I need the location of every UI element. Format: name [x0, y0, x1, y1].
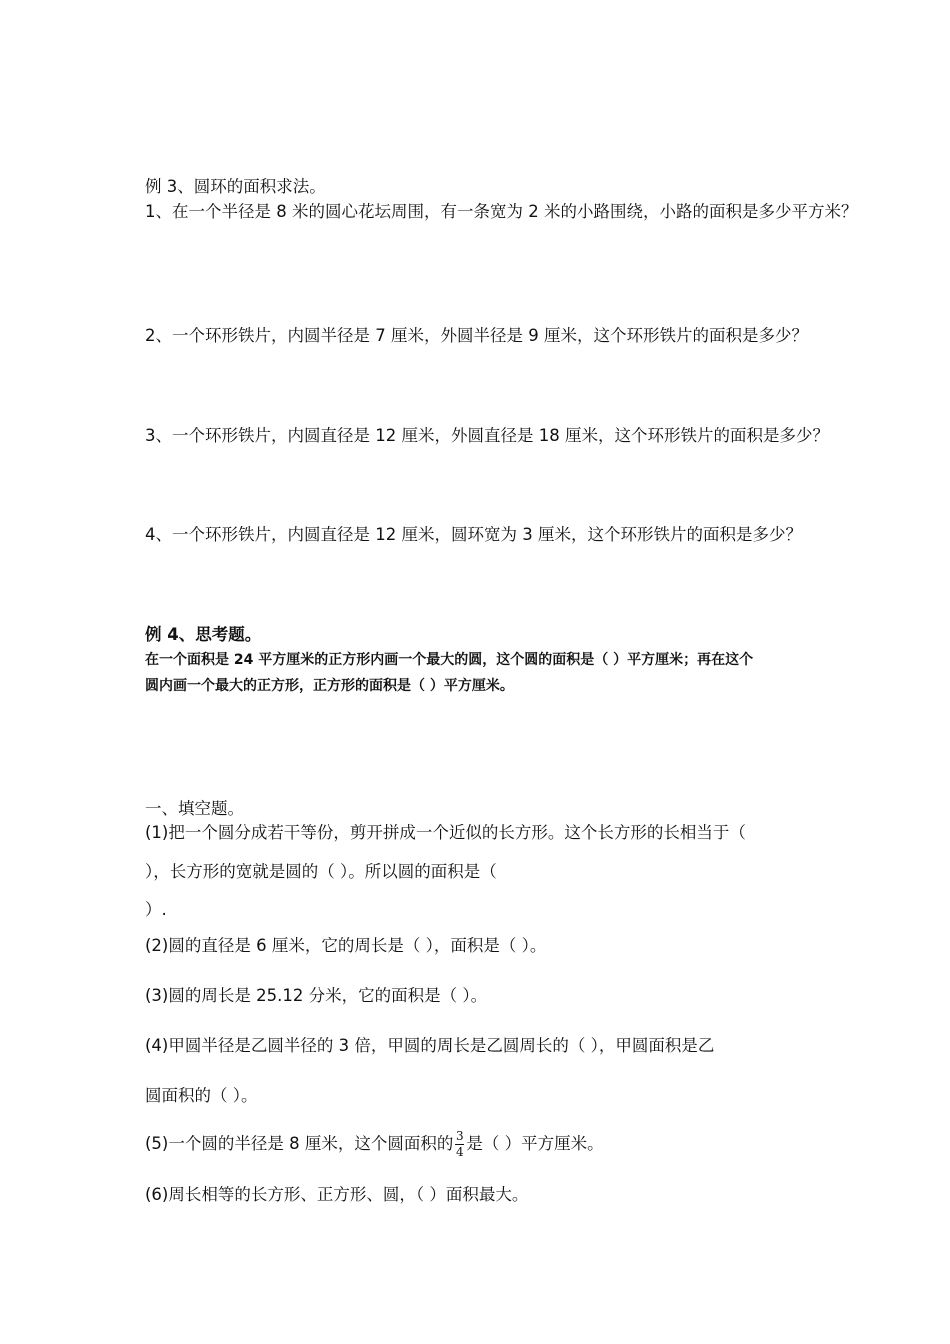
fill-p1-line-2: ），长方形的宽就是圆的（ ）。所以圆的面积是（ [145, 862, 497, 881]
ex4-line-1: 在一个面积是 24 平方厘米的正方形内画一个最大的圆，这个圆的面积是（ ）平方厘米；再在这个 [145, 652, 754, 668]
fill-p5-pre: (5)一个圆的半径是 8 厘米，这个圆面积的 [145, 1134, 454, 1153]
ex3-question-2: 2、一个环形铁片，内圆半径是 7 厘米，外圆半径是 9 厘米，这个环形铁片的面积是多少？ [145, 326, 808, 345]
fill-title: 一、填空题。 [145, 799, 244, 818]
ex4-title: 例 4、思考题。 [145, 625, 262, 644]
ex3-question-4: 4、一个环形铁片，内圆直径是 12 厘米，圆环宽为 3 厘米，这个环形铁片的面积是多少？ [145, 525, 802, 544]
fill-p1-line-3: ）. [145, 900, 167, 919]
ex3-title: 例 3、圆环的面积求法。 [145, 177, 326, 196]
ex3-question-3: 3、一个环形铁片，内圆直径是 12 厘米，外圆直径是 18 厘米，这个环形铁片的面积是多少？ [145, 426, 829, 445]
fill-p4-line-1: (4)甲圆半径是乙圆半径的 3 倍，甲圆的周长是乙圆周长的（ ），甲圆面积是乙 [145, 1036, 715, 1055]
fill-p6: (6)周长相等的长方形、正方形、圆，（ ）面积最大。 [145, 1185, 529, 1204]
fill-p1-line-1: (1)把一个圆分成若干等份，剪开拼成一个近似的长方形。这个长方形的长相当于（ [145, 823, 746, 842]
fill-p3: (3)圆的周长是 25.12 分米，它的面积是（ ）。 [145, 986, 488, 1005]
fraction-denominator: 4 [456, 1145, 464, 1159]
fraction [455, 1130, 464, 1159]
fill-p5-post: 是（ ）平方厘米。 [466, 1134, 604, 1153]
ex4-line-2: 圆内画一个最大的正方形，正方形的面积是（ ）平方厘米。 [145, 678, 514, 694]
fill-p2: (2)圆的直径是 6 厘米，它的周长是（ ），面积是（ ）。 [145, 936, 547, 955]
ex3-question-1: 1、在一个半径是 8 米的圆心花坛周围，有一条宽为 2 米的小路围绕，小路的面积是多少平方米？ [145, 202, 858, 221]
fill-p4-line-2: 圆面积的（ ）。 [145, 1086, 258, 1105]
fill-p5 [145, 1130, 604, 1159]
fraction-numerator: 3 [456, 1129, 464, 1143]
